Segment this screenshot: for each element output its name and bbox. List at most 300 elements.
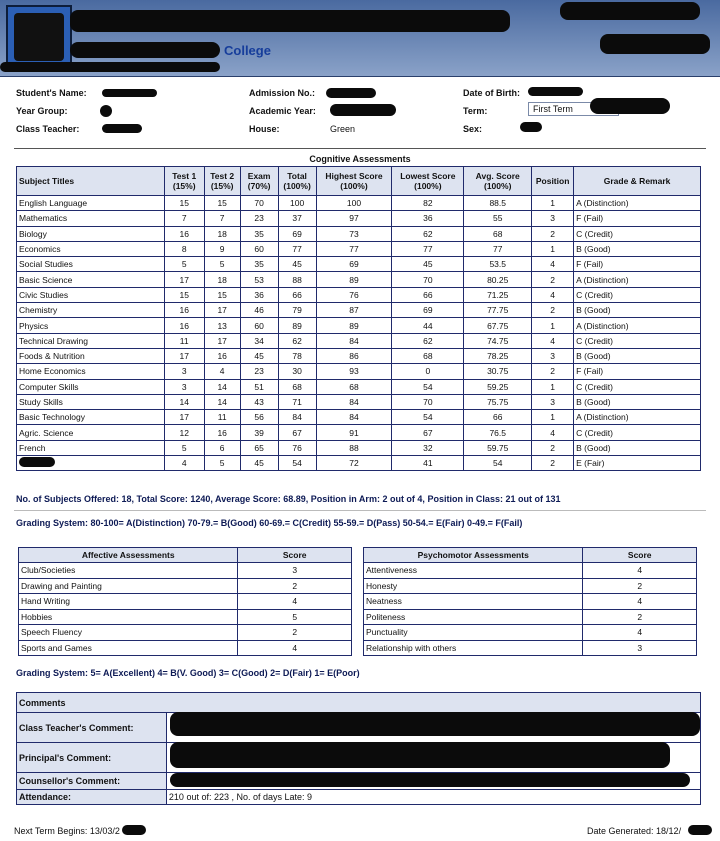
- subject-row-cell: 79: [278, 303, 316, 318]
- col-average: Avg. Score (100%): [464, 167, 532, 196]
- subject-row-cell: 45: [392, 257, 464, 272]
- subject-row-cell: 69: [316, 257, 392, 272]
- subject-row-cell: 4: [532, 333, 574, 348]
- subject-row-cell: 72: [316, 456, 392, 471]
- subject-row-cell: 3: [532, 394, 574, 409]
- subject-row-cell: 11: [164, 333, 204, 348]
- cognitive-table: [16, 166, 701, 471]
- psychomotor-row: [364, 578, 697, 594]
- subject-row: [17, 257, 701, 272]
- house-value: Green: [330, 124, 356, 134]
- redacted-academic-year: [330, 104, 396, 116]
- subject-row-cell: 2: [532, 456, 574, 471]
- subject-row-cell: 30: [278, 364, 316, 379]
- affective-table: [18, 547, 352, 656]
- subject-row: [17, 272, 701, 287]
- affective-col-score: Score: [238, 548, 352, 563]
- col-test1: Test 1 (15%): [164, 167, 204, 196]
- subject-row-cell: 100: [316, 196, 392, 211]
- redacted-admission: [326, 88, 376, 98]
- subject-row-cell: C (Credit): [574, 226, 701, 241]
- subject-row-cell: 89: [316, 318, 392, 333]
- subject-row-cell: A (Distinction): [574, 410, 701, 425]
- year-group-label: Year Group:: [16, 106, 68, 116]
- subject-row-cell: C (Credit): [574, 333, 701, 348]
- subject-row-cell: 2: [532, 364, 574, 379]
- affective-row: [19, 609, 352, 625]
- redacted-year-group: [100, 105, 112, 117]
- subject-row-cell: 89: [278, 318, 316, 333]
- affective-row: [19, 563, 352, 579]
- subject-row-cell: 7: [164, 211, 204, 226]
- comments-title: Comments: [17, 693, 701, 713]
- subject-row-cell: 91: [316, 425, 392, 440]
- subject-row-cell: 59.75: [464, 440, 532, 455]
- subject-row-cell: 16: [204, 348, 240, 363]
- subject-row-cell: 36: [392, 211, 464, 226]
- subject-row-cell: 76: [278, 440, 316, 455]
- psychomotor-row-cell: 2: [583, 578, 697, 594]
- subject-row-cell: 84: [316, 333, 392, 348]
- info-divider: [14, 148, 706, 149]
- subject-row-cell: 4: [164, 456, 204, 471]
- subject-row-cell: 1: [532, 196, 574, 211]
- subject-row-cell: 8: [164, 241, 204, 256]
- col-exam: Exam (70%): [240, 167, 278, 196]
- col-highest: Highest Score (100%): [316, 167, 392, 196]
- subject-row-cell: 51: [240, 379, 278, 394]
- subject-row-cell: 89: [316, 272, 392, 287]
- subject-row-cell: 30.75: [464, 364, 532, 379]
- redacted-student-name: [102, 89, 157, 97]
- subject-row-cell: 5: [164, 440, 204, 455]
- affective-row-cell: Club/Societies: [19, 563, 238, 579]
- subject-row: [17, 318, 701, 333]
- subject-row-cell: 67: [392, 425, 464, 440]
- subject-row: [17, 241, 701, 256]
- subject-row-cell: Study Skills: [17, 394, 165, 409]
- grading-affective: Grading System: 5= A(Excellent) 4= B(V. Good) 3= C(Good) 2= D(Fair) 1= E(Poor): [16, 668, 360, 678]
- next-term-begins: Next Term Begins: 13/03/2: [14, 826, 120, 836]
- affective-row-cell: Hobbies: [19, 609, 238, 625]
- subject-row-cell: 7: [204, 211, 240, 226]
- redacted-term-extra: [590, 98, 670, 114]
- subject-row-cell: 54: [392, 379, 464, 394]
- subject-row: [17, 196, 701, 211]
- subject-row-cell: 18: [204, 272, 240, 287]
- subject-row-cell: 11: [204, 410, 240, 425]
- subject-row-cell: 46: [240, 303, 278, 318]
- subject-row-cell: C (Credit): [574, 287, 701, 302]
- subject-row-cell: 2: [532, 226, 574, 241]
- subject-row-cell: 23: [240, 211, 278, 226]
- house-label: House:: [249, 124, 280, 134]
- subject-row-cell: Chemistry: [17, 303, 165, 318]
- affective-row-cell: 3: [238, 563, 352, 579]
- redacted-dob: [528, 87, 583, 96]
- subject-row-cell: 15: [204, 287, 240, 302]
- subject-row-cell: 17: [164, 348, 204, 363]
- subject-row-cell: 82: [392, 196, 464, 211]
- subject-row: [17, 211, 701, 226]
- subject-row-cell: 37: [278, 211, 316, 226]
- subject-row-cell: 13: [204, 318, 240, 333]
- subject-row-cell: A (Distinction): [574, 196, 701, 211]
- cognitive-header-row: [17, 167, 701, 196]
- subject-row-cell: 77: [464, 241, 532, 256]
- psychomotor-row-cell: Honesty: [364, 578, 583, 594]
- subject-row-cell: 17: [164, 272, 204, 287]
- subject-row-cell: 12: [164, 425, 204, 440]
- psychomotor-col-title: Psychomotor Assessments: [364, 548, 583, 563]
- summary-divider: [14, 510, 706, 511]
- subject-row-cell: 4: [532, 257, 574, 272]
- subject-row-cell: 88.5: [464, 196, 532, 211]
- redacted-principal-comment: [170, 742, 670, 768]
- psychomotor-row: [364, 625, 697, 641]
- col-test2: Test 2 (15%): [204, 167, 240, 196]
- subject-row-cell: 77: [392, 241, 464, 256]
- subject-row-cell: 14: [204, 394, 240, 409]
- subject-row-cell: 77.75: [464, 303, 532, 318]
- subject-row-cell: 66: [392, 287, 464, 302]
- subject-row-cell: A (Distinction): [574, 272, 701, 287]
- subject-row: [17, 410, 701, 425]
- subject-row-cell: 15: [164, 287, 204, 302]
- subject-row-cell: 77: [278, 241, 316, 256]
- subject-row-cell: 18: [204, 226, 240, 241]
- subject-row-cell: 53: [240, 272, 278, 287]
- subject-row-cell: 84: [316, 394, 392, 409]
- admission-label: Admission No.:: [249, 88, 316, 98]
- subject-row-cell: 0: [392, 364, 464, 379]
- student-name-label: Student's Name:: [16, 88, 87, 98]
- subject-row-cell: 93: [316, 364, 392, 379]
- subject-row: [17, 287, 701, 302]
- subject-row-cell: 76: [316, 287, 392, 302]
- redacted-sex: [520, 122, 542, 132]
- subject-row-cell: 62: [278, 333, 316, 348]
- subject-row-cell: 45: [240, 348, 278, 363]
- subject-row-cell: 6: [204, 440, 240, 455]
- subject-row-cell: 66: [278, 287, 316, 302]
- subject-row-cell: 68: [392, 348, 464, 363]
- subject-row-cell: B (Good): [574, 394, 701, 409]
- affective-row: [19, 594, 352, 610]
- subject-row-cell: 68: [464, 226, 532, 241]
- col-total: Total (100%): [278, 167, 316, 196]
- subject-row-cell: 2: [532, 272, 574, 287]
- subject-row-cell: 69: [392, 303, 464, 318]
- subject-row-cell: 62: [392, 333, 464, 348]
- counsellor-comment-label: Counsellor's Comment:: [17, 773, 167, 790]
- subject-row-cell: 67.75: [464, 318, 532, 333]
- subject-row-cell: 70: [240, 196, 278, 211]
- class-teacher-label: Class Teacher:: [16, 124, 80, 134]
- subject-row-cell: 73: [316, 226, 392, 241]
- affective-row-cell: Drawing and Painting: [19, 578, 238, 594]
- subject-row-cell: 86: [316, 348, 392, 363]
- col-position: Position: [532, 167, 574, 196]
- school-name-suffix: College: [224, 43, 271, 58]
- affective-row: [19, 640, 352, 656]
- psychomotor-row: [364, 640, 697, 656]
- subject-row-cell: 1: [532, 241, 574, 256]
- summary-line: No. of Subjects Offered: 18, Total Score: 1240, Average Score: 68.89, Position in Arm: 2 out of 4, Position in Class: 21 out of 131: [16, 494, 561, 504]
- term-select[interactable]: First Term: [528, 102, 619, 116]
- affective-row-cell: 4: [238, 640, 352, 656]
- affective-row-cell: 2: [238, 578, 352, 594]
- subject-row-cell: B (Good): [574, 303, 701, 318]
- redacted-date-year: [688, 825, 712, 835]
- subject-row-cell: 55: [464, 211, 532, 226]
- col-lowest: Lowest Score (100%): [392, 167, 464, 196]
- psychomotor-header-row: [364, 548, 697, 563]
- subject-row: [17, 348, 701, 363]
- subject-row-cell: 32: [392, 440, 464, 455]
- subject-row-cell: 1: [532, 379, 574, 394]
- subject-row-cell: Mathematics: [17, 211, 165, 226]
- subject-row-cell: 3: [532, 348, 574, 363]
- subject-row: [17, 303, 701, 318]
- subject-row-cell: Agric. Science: [17, 425, 165, 440]
- subject-row-cell: 88: [316, 440, 392, 455]
- subject-row-cell: 76.5: [464, 425, 532, 440]
- subject-row-cell: English Language: [17, 196, 165, 211]
- subject-row-cell: Biology: [17, 226, 165, 241]
- subject-row-cell: 41: [392, 456, 464, 471]
- header-banner: [0, 0, 720, 77]
- affective-header-row: [19, 548, 352, 563]
- subject-row-cell: 74.75: [464, 333, 532, 348]
- subject-row-cell: 5: [204, 257, 240, 272]
- redacted-class-teacher: [102, 124, 142, 133]
- subject-row-cell: Economics: [17, 241, 165, 256]
- subject-row-cell: 70: [392, 394, 464, 409]
- subject-row-cell: 16: [164, 226, 204, 241]
- subject-row-cell: 54: [392, 410, 464, 425]
- subject-row-cell: C (Credit): [574, 379, 701, 394]
- subject-row-cell: 78.25: [464, 348, 532, 363]
- subject-row-cell: 54: [464, 456, 532, 471]
- subject-row-cell: 69: [278, 226, 316, 241]
- subject-row-cell: 60: [240, 241, 278, 256]
- subject-row-cell: 14: [164, 394, 204, 409]
- redacted-subject-name: [19, 457, 55, 467]
- subject-row-cell: 70: [392, 272, 464, 287]
- subject-row: [17, 425, 701, 440]
- psychomotor-row-cell: Neatness: [364, 594, 583, 610]
- cognitive-title: Cognitive Assessments: [309, 154, 411, 164]
- subject-row-cell: 36: [240, 287, 278, 302]
- subject-row-cell: 17: [164, 410, 204, 425]
- subject-row-cell: 16: [164, 303, 204, 318]
- subject-row-cell: F (Fail): [574, 257, 701, 272]
- subject-row-cell: 9: [204, 241, 240, 256]
- affective-col-title: Affective Assessments: [19, 548, 238, 563]
- col-grade: Grade & Remark: [574, 167, 701, 196]
- psychomotor-row-cell: 3: [583, 640, 697, 656]
- subject-row-cell: [17, 456, 165, 471]
- subject-row-cell: Technical Drawing: [17, 333, 165, 348]
- subject-row-cell: 45: [240, 456, 278, 471]
- psychomotor-row: [364, 563, 697, 579]
- class-teacher-comment-label: Class Teacher's Comment:: [17, 713, 167, 743]
- subject-row-cell: 35: [240, 226, 278, 241]
- subject-row-cell: 2: [532, 440, 574, 455]
- subject-row-cell: 45: [278, 257, 316, 272]
- subject-row-cell: 59.25: [464, 379, 532, 394]
- psychomotor-row-cell: 4: [583, 563, 697, 579]
- sex-label: Sex:: [463, 124, 483, 134]
- subject-row-cell: 71: [278, 394, 316, 409]
- subject-row-cell: 15: [204, 196, 240, 211]
- subject-row-cell: 35: [240, 257, 278, 272]
- redacted-next-term-year: [122, 825, 146, 835]
- redacted-school-name-2: [70, 42, 220, 58]
- redacted-class-teacher-comment: [170, 712, 700, 736]
- subject-row: [17, 333, 701, 348]
- subject-row-cell: 62: [392, 226, 464, 241]
- subject-row: [17, 379, 701, 394]
- affective-row-cell: Hand Writing: [19, 594, 238, 610]
- redacted-school-name: [70, 10, 510, 32]
- subject-row-cell: Physics: [17, 318, 165, 333]
- subject-row-cell: 68: [316, 379, 392, 394]
- subject-row-cell: E (Fair): [574, 456, 701, 471]
- affective-row: [19, 578, 352, 594]
- subject-row-cell: F (Fail): [574, 364, 701, 379]
- subject-row-cell: 60: [240, 318, 278, 333]
- psychomotor-row: [364, 594, 697, 610]
- redacted-header-right: [560, 2, 700, 20]
- subject-row-cell: 3: [164, 379, 204, 394]
- subject-row-cell: 17: [204, 333, 240, 348]
- subject-row-cell: 88: [278, 272, 316, 287]
- redacted-counsellor-comment: [170, 773, 690, 787]
- subject-row-cell: 5: [164, 257, 204, 272]
- psychomotor-row-cell: Punctuality: [364, 625, 583, 641]
- subject-row-cell: 77: [316, 241, 392, 256]
- psychomotor-row-cell: Attentiveness: [364, 563, 583, 579]
- subject-row-cell: Basic Science: [17, 272, 165, 287]
- subject-row-cell: 84: [278, 410, 316, 425]
- subject-row-cell: 1: [532, 410, 574, 425]
- date-generated: Date Generated: 18/12/: [587, 826, 682, 836]
- psychomotor-row-cell: 4: [583, 594, 697, 610]
- subject-row: [17, 440, 701, 455]
- term-label: Term:: [463, 106, 488, 116]
- subject-row-cell: B (Good): [574, 348, 701, 363]
- psychomotor-row-cell: Politeness: [364, 609, 583, 625]
- attendance-value: 210 out of: 223 , No. of days Late: 9: [166, 790, 700, 805]
- subject-row: [17, 364, 701, 379]
- subject-row-cell: F (Fail): [574, 211, 701, 226]
- subject-row-cell: Civic Studies: [17, 287, 165, 302]
- redacted-header-right-2: [600, 34, 710, 54]
- psychomotor-table: [363, 547, 697, 656]
- subject-row-cell: 23: [240, 364, 278, 379]
- psychomotor-row-cell: 4: [583, 625, 697, 641]
- affective-row: [19, 625, 352, 641]
- subject-row-cell: Foods & Nutrition: [17, 348, 165, 363]
- subject-row-cell: Computer Skills: [17, 379, 165, 394]
- subject-row-cell: 3: [532, 211, 574, 226]
- affective-row-cell: Speech Fluency: [19, 625, 238, 641]
- subject-row-cell: 80.25: [464, 272, 532, 287]
- subject-row-cell: 100: [278, 196, 316, 211]
- subject-row-cell: 14: [204, 379, 240, 394]
- subject-row-cell: 4: [532, 287, 574, 302]
- subject-row-cell: 16: [204, 425, 240, 440]
- subject-row-cell: B (Good): [574, 440, 701, 455]
- subject-row-cell: 4: [532, 425, 574, 440]
- subject-row-cell: 53.5: [464, 257, 532, 272]
- affective-row-cell: Sports and Games: [19, 640, 238, 656]
- subject-row-cell: 17: [204, 303, 240, 318]
- subject-row-cell: Social Studies: [17, 257, 165, 272]
- affective-row-cell: 4: [238, 594, 352, 610]
- subject-row-cell: 71.25: [464, 287, 532, 302]
- school-logo: [6, 5, 72, 69]
- subject-row: [17, 456, 701, 471]
- col-subject: Subject Titles: [17, 167, 165, 196]
- subject-row-cell: 3: [164, 364, 204, 379]
- subject-row-cell: Home Economics: [17, 364, 165, 379]
- psychomotor-row-cell: 2: [583, 609, 697, 625]
- subject-row-cell: 87: [316, 303, 392, 318]
- subject-row-cell: C (Credit): [574, 425, 701, 440]
- subject-row-cell: 2: [532, 303, 574, 318]
- subject-row-cell: 44: [392, 318, 464, 333]
- subject-row-cell: 43: [240, 394, 278, 409]
- subject-row-cell: 65: [240, 440, 278, 455]
- affective-row-cell: 2: [238, 625, 352, 641]
- subject-row-cell: 15: [164, 196, 204, 211]
- subject-row-cell: 56: [240, 410, 278, 425]
- subject-row-cell: 84: [316, 410, 392, 425]
- subject-row-cell: 39: [240, 425, 278, 440]
- psychomotor-row-cell: Relationship with others: [364, 640, 583, 656]
- subject-row-cell: A (Distinction): [574, 318, 701, 333]
- subject-row-cell: Basic Technology: [17, 410, 165, 425]
- affective-row-cell: 5: [238, 609, 352, 625]
- subject-row-cell: 34: [240, 333, 278, 348]
- subject-row-cell: 5: [204, 456, 240, 471]
- subject-row-cell: 16: [164, 318, 204, 333]
- attendance-label: Attendance:: [17, 790, 167, 805]
- subject-row-cell: 68: [278, 379, 316, 394]
- subject-row-cell: B (Good): [574, 241, 701, 256]
- subject-row-cell: 78: [278, 348, 316, 363]
- subject-row-cell: 1: [532, 318, 574, 333]
- subject-row-cell: 97: [316, 211, 392, 226]
- grading-cognitive: Grading System: 80-100= A(Distinction) 70-79.= B(Good) 60-69.= C(Credit) 55-59.= D(Pass) 50-54.= E(Fair) 0-49.= F(Fail): [16, 518, 523, 528]
- principal-comment-label: Principal's Comment:: [17, 743, 167, 773]
- subject-row-cell: 75.75: [464, 394, 532, 409]
- subject-row: [17, 226, 701, 241]
- subject-row-cell: 66: [464, 410, 532, 425]
- academic-year-label: Academic Year:: [249, 106, 316, 116]
- psychomotor-row: [364, 609, 697, 625]
- subject-row-cell: 54: [278, 456, 316, 471]
- dob-label: Date of Birth:: [463, 88, 520, 98]
- subject-row: [17, 394, 701, 409]
- subject-row-cell: 67: [278, 425, 316, 440]
- redacted-address: [0, 62, 220, 72]
- subject-row-cell: 4: [204, 364, 240, 379]
- subject-row-cell: French: [17, 440, 165, 455]
